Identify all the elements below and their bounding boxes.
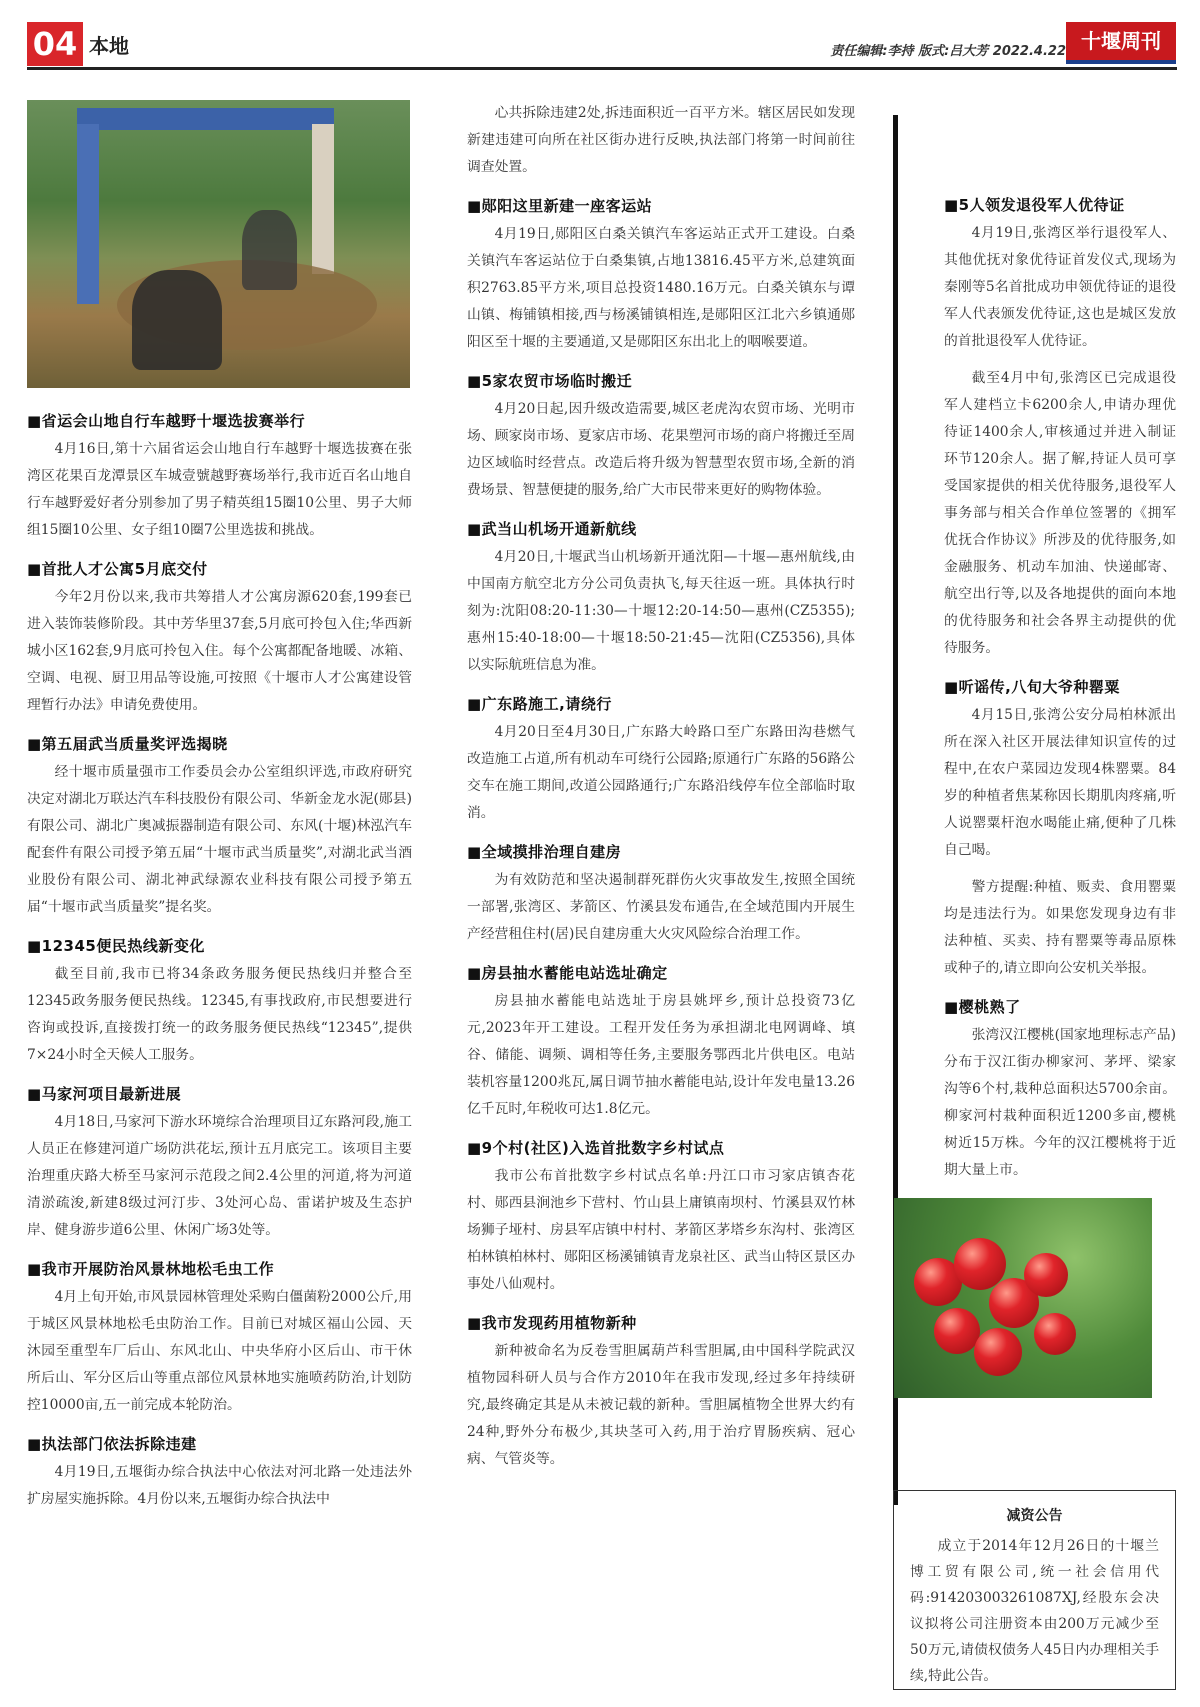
article-body: 警方提醒:种植、贩卖、食用罂粟均是违法行为。如果您发现身边有非法种植、买卖、持有罂粟等毒品原株或种子的,请立即向公安机关举报。 <box>944 879 1176 976</box>
article-headline: ■9个村(社区)入选首批数字乡村试点 <box>467 1139 725 1157</box>
article-headline: ■房县抽水蓄能电站选址确定 <box>467 964 668 982</box>
article <box>467 1308 855 1473</box>
capital-reduction-notice <box>893 1490 1176 1690</box>
notice-body: 成立于2014年12月26日的十堰兰博工贸有限公司,统一社会信用代码:914203003261087XJ,经股东会决议拟将公司注册资本由200万元减少至50万元,请债权债务人45日内办理相关手续,特此公告。 <box>910 1538 1159 1684</box>
article-body: 4月20日起,因升级改造需要,城区老虎沟农贸市场、光明市场、顾家岗市场、夏家店市场、花果塑河市场的商户将搬迁至周边区域临时经营点。改造后将升级为智慧型农贸市场,全新的消费场景、智慧便捷的服务,给广大市民带来更好的购物体验。 <box>467 401 855 498</box>
article <box>27 406 412 544</box>
article-headline: ■第五届武当质量奖评选揭晓 <box>27 735 228 753</box>
article-body: 截至目前,我市已将34条政务服务便民热线归并整合至12345政务服务便民热线。12345,有事找政府,市民想要进行咨询或投诉,直接拨打统一的政务服务便民热线“12345”,提供7×24小时全天候人工服务。 <box>27 966 412 1063</box>
article-body: 我市公布首批数字乡村试点名单:丹江口市习家店镇杏花村、郧西县涧池乡下营村、竹山县上庸镇南坝村、竹溪县双竹林场狮子垭村、房县军店镇中村村、茅箭区茅塔乡东沟村、张湾区柏林镇柏林村、郧阳区杨溪铺镇青龙泉社区、武当山特区景区办事处八仙观村。 <box>467 1168 855 1292</box>
article-headline: ■5人领发退役军人优待证 <box>944 196 1125 214</box>
article-body: 为有效防范和坚决遏制群死群伤火灾事故发生,按照全国统一部署,张湾区、茅箭区、竹溪县发布通告,在全域范围内开展生产经营租住村(居)民自建房重大火灾风险综合治理工作。 <box>467 872 855 942</box>
article-body: 4月20日,十堰武当山机场新开通沈阳—十堰—惠州航线,由中国南方航空北方分公司负责执飞,每天往返一班。具体执行时刻为:沈阳08:20-11:30—十堰12:20-14:50—惠州(CZ5355);惠州15:40-18:00—十堰18:50-21:45—沈阳(CZ5356),具体以实际航班信息为准。 <box>467 549 855 673</box>
article-body: 4月19日,郧阳区白桑关镇汽车客运站正式开工建设。白桑关镇汽车客运站位于白桑集镇,占地13816.45平方米,总建筑面积2763.85平方米,项目总投资1480.16万元。白桑关镇东与谭山镇、梅铺镇相接,西与杨溪铺镇相连,是郧阳区江北六乡镇通郧阳区至十堰的主要通道,又是郧阳区东出北上的咽喉要道。 <box>467 226 855 350</box>
article <box>27 1254 412 1419</box>
article-headline: ■听谣传,八旬大爷种罂粟 <box>944 678 1120 696</box>
article-body: 4月19日,张湾区举行退役军人、其他优抚对象优待证首发仪式,现场为秦刚等5名首批成功申领优待证的退役军人代表颁发优待证,这也是城区发放的首批退役军人优待证。 <box>944 225 1176 349</box>
article-headline: ■省运会山地自行车越野十堰选拔赛举行 <box>27 412 306 430</box>
article-body: 4月19日,五堰街办综合执法中心依法对河北路一处违法外扩房屋实施拆除。4月份以来,五堰街办综合执法中 <box>27 1464 412 1507</box>
article <box>27 1079 412 1244</box>
article-headline: ■樱桃熟了 <box>944 998 1021 1016</box>
masthead <box>0 0 1200 72</box>
article-headline: ■12345便民热线新变化 <box>27 937 205 955</box>
article-headline: ■广东路施工,请绕行 <box>467 695 612 713</box>
article <box>467 837 855 948</box>
section-title: 本地 <box>89 34 129 58</box>
article-body: 张湾汉江樱桃(国家地理标志产品)分布于汉江街办柳家河、茅坪、梁家沟等6个村,栽种总面积达5700余亩。柳家河村栽种面积近1200多亩,樱桃树近15万株。今年的汉江樱桃将于近期大量上市。 <box>944 1027 1176 1178</box>
article-headline: ■我市发现药用植物新种 <box>467 1314 637 1332</box>
masthead-rule <box>27 67 1177 70</box>
article-headline: ■5家农贸市场临时搬迁 <box>467 372 633 390</box>
article-body: 4月上旬开始,市风景园林管理处采购白僵菌粉2000公斤,用于城区风景林地松毛虫防治工作。目前已对城区福山公园、天沐园至重型车厂后山、东风北山、中央华府小区后山、市干休所后山、军分区后山等重点部位风景林地实施喷药防治,计划防控10000亩,五一前完成本轮防治。 <box>27 1289 412 1413</box>
article <box>27 554 412 719</box>
article-headline: ■我市开展防治风景林地松毛虫工作 <box>27 1260 275 1278</box>
article <box>27 1429 412 1513</box>
article-body: 今年2月份以来,我市共筹措人才公寓房源620套,199套已进入装饰装修阶段。其中芳华里37套,5月底可拎包入住;华西新城小区162套,9月底可拎包入住。每个公寓都配备地暖、冰箱、空调、电视、厨卫用品等设施,可按照《十堰市人才公寓建设管理暂行办法》申请免费使用。 <box>27 589 412 713</box>
notice-title: 减资公告 <box>1006 1508 1063 1524</box>
article <box>944 190 1176 662</box>
article-body: 心共拆除违建2处,拆违面积近一百平方米。辖区居民如发现新建违建可向所在社区街办进行反映,执法部门将第一时间前往调查处置。 <box>467 105 855 175</box>
column-1 <box>27 100 412 1523</box>
cycling-race-photo <box>27 100 410 388</box>
article <box>944 992 1176 1184</box>
page-number: 04 <box>27 22 83 66</box>
article <box>27 729 412 921</box>
article-body: 4月15日,张湾公安分局柏林派出所在深入社区开展法律知识宣传的过程中,在农户菜园边发现4株罂粟。84岁的种植者焦某称因长期肌肉疼痛,听人说罂粟杆泡水喝能止痛,便种了几株自己喝。 <box>944 707 1176 858</box>
article <box>467 100 855 181</box>
article-body: 4月18日,马家河下游水环境综合治理项目辽东路河段,施工人员正在修建河道广场防洪花坛,预计五月底完工。该项目主要治理重庆路大桥至马家河示范段之间2.4公里的河道,将为河道清淤疏浚,新建8级过河汀步、3处河心岛、雷诺护坡及生态护岸、健身游步道6公里、休闲广场3处等。 <box>27 1114 412 1238</box>
article <box>467 1133 855 1298</box>
article-body: 新种被命名为反卷雪胆属葫芦科雪胆属,由中国科学院武汉植物园科研人员与合作方2010年在我市发现,经过多年持续研究,最终确定其是从未被记载的新种。雪胆属植物全世界大约有24种,野外分布极少,其块茎可入药,用于治疗胃肠疾病、冠心病、气管炎等。 <box>467 1343 855 1467</box>
article <box>467 689 855 827</box>
article <box>467 191 855 356</box>
article-body: 经十堰市质量强市工作委员会办公室组织评选,市政府研究决定对湖北万联达汽车科技股份有限公司、华新金龙水泥(郧县)有限公司、湖北广奥减振器制造有限公司、东风(十堰)林泓汽车配套件有限公司授予第五届“十堰市武当质量奖”,对湖北武当酒业股份有限公司、湖北神武绿源农业科技有限公司授予第五届“十堰市武当质量奖”提名奖。 <box>27 764 412 915</box>
article <box>467 958 855 1123</box>
article-headline: ■郧阳这里新建一座客运站 <box>467 197 653 215</box>
cherry-photo <box>894 1198 1152 1398</box>
article-body: 房县抽水蓄能电站选址于房县姚坪乡,预计总投资73亿元,2023年开工建设。工程开发任务为承担湖北电网调峰、填谷、储能、调频、调相等任务,主要服务鄂西北片供电区。电站装机容量1200兆瓦,属日调节抽水蓄能电站,设计年发电量13.26亿千瓦时,年税收可达1.8亿元。 <box>467 993 855 1117</box>
article-headline: ■执法部门依法拆除违建 <box>27 1435 197 1453</box>
column-3 <box>944 190 1176 1398</box>
article-headline: ■首批人才公寓5月底交付 <box>27 560 208 578</box>
article-headline: ■武当山机场开通新航线 <box>467 520 637 538</box>
article-body: 4月16日,第十六届省运会山地自行车越野十堰选拔赛在张湾区花果百龙潭景区车城壹號越野赛场举行,我市近百名山地自行车越野爱好者分别参加了男子精英组15圈10公里、男子大师组15圈10公里、女子组10圈7公里选拔和挑战。 <box>27 441 412 538</box>
brand-logo: 十堰周刊 <box>1066 22 1176 64</box>
article <box>27 931 412 1069</box>
article-headline: ■马家河项目最新进展 <box>27 1085 182 1103</box>
article <box>467 514 855 679</box>
article-headline: ■全域摸排治理自建房 <box>467 843 622 861</box>
editor-info: 责任编辑:李持 版式:吕大芳 2022.4.22 <box>830 44 1066 59</box>
article <box>467 366 855 504</box>
article-body: 截至4月中旬,张湾区已完成退役军人建档立卡6200余人,申请办理优待证1400余人,审核通过并进入制证环节120余人。据了解,持证人员可享受国家提供的相关优待服务,退役军人事务部与相关合作单位签署的《拥军优抚合作协议》所涉及的优待服务,如金融服务、机动车加油、快递邮寄、航空出行等,以及各地提供的面向本地的优待服务和社会各界主动提供的优待服务。 <box>944 370 1176 656</box>
column-2 <box>467 100 855 1483</box>
article <box>944 672 1176 982</box>
article-body: 4月20日至4月30日,广东路大岭路口至广东路田沟巷燃气改造施工占道,所有机动车可绕行公园路;原通行广东路的56路公交车在施工期间,改道公园路通行;广东路沿线停车位全部临时取消。 <box>467 724 855 821</box>
